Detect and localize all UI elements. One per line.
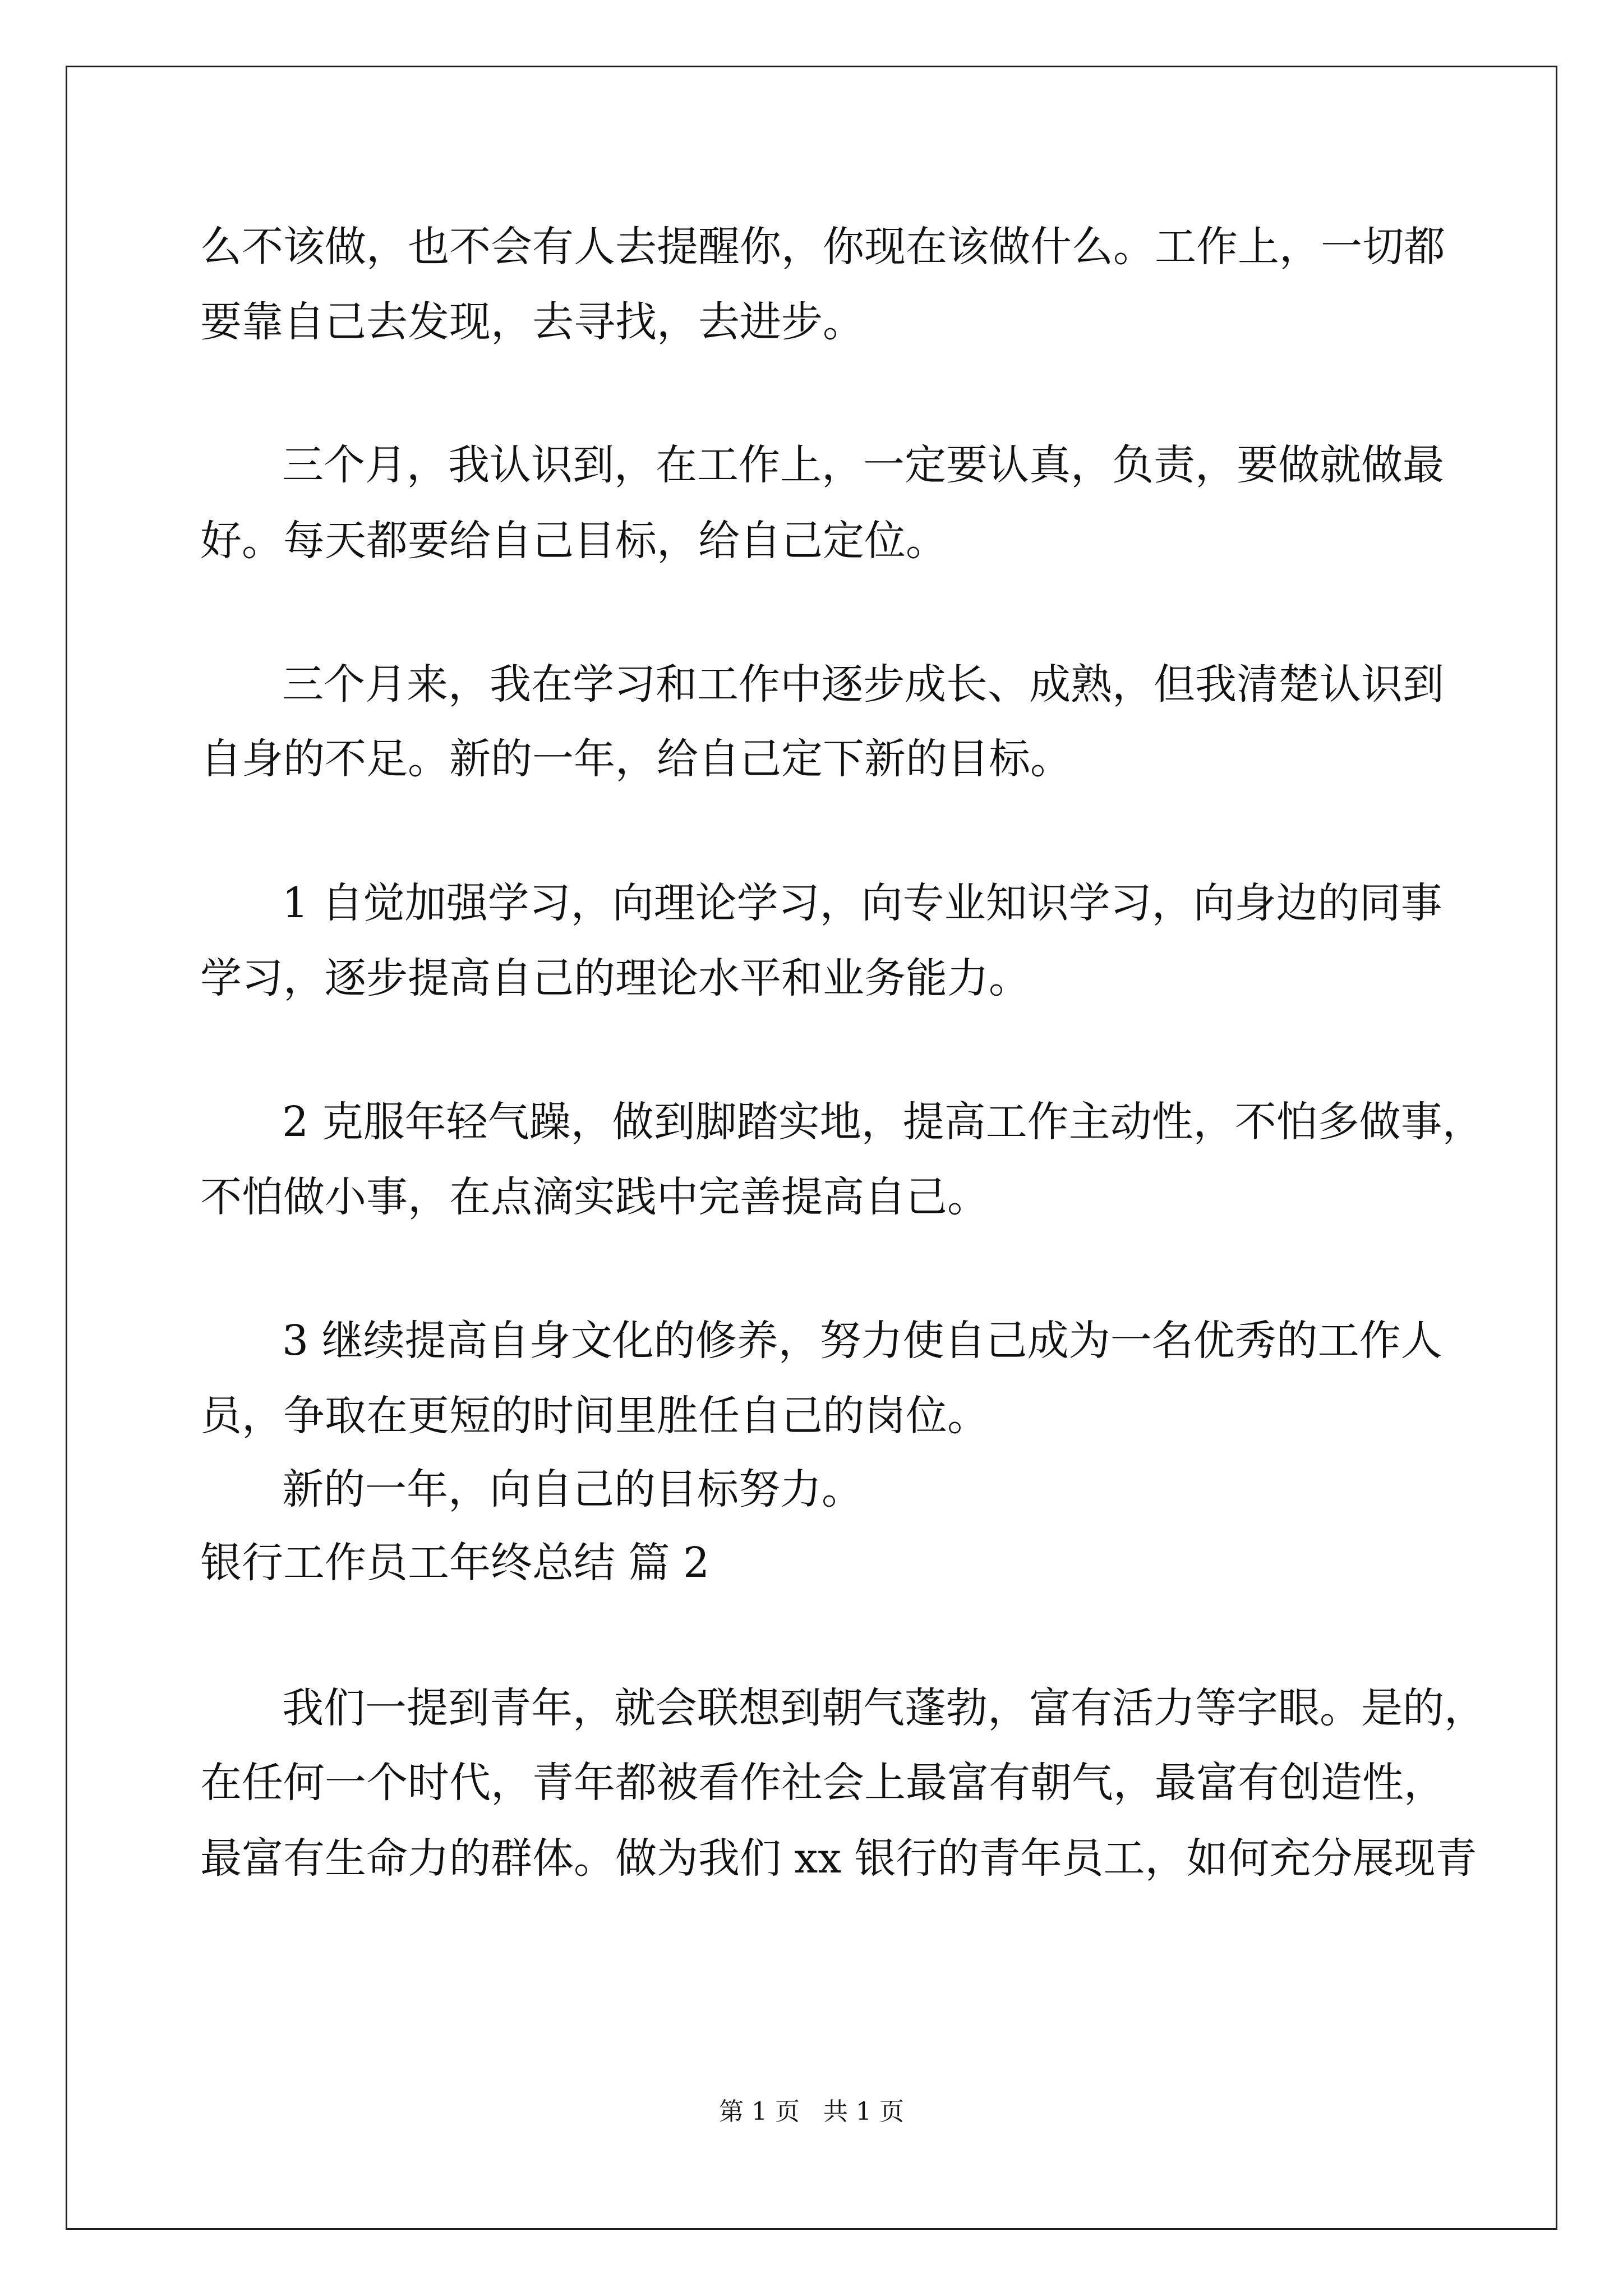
paragraph-line: 要靠自己去发现，去寻找，去进步。 — [200, 298, 864, 346]
paragraph-line: 自身的不足。新的一年，给自己定下新的目标。 — [200, 735, 1072, 783]
section-heading: 银行工作员工年终总结 篇 2 — [200, 1539, 710, 1587]
paragraph-line: 1 自觉加强学习，向理论学习，向专业知识学习，向身边的同事 — [282, 879, 1442, 927]
paragraph-line: 学习，逐步提高自己的理论水平和业务能力。 — [200, 954, 1030, 1002]
paragraph-line: 三个月，我认识到，在工作上，一定要认真，负责，要做就做最 — [282, 441, 1444, 489]
paragraph-line: 在任何一个时代，青年都被看作社会上最富有朝气，最富有创造性， — [200, 1759, 1445, 1807]
paragraph-line: 2 克服年轻气躁，做到脚踏实地，提高工作主动性，不怕多做事， — [282, 1098, 1484, 1146]
paragraph-line: 最富有生命力的群体。做为我们 xx 银行的青年员工，如何充分展现青 — [200, 1834, 1477, 1883]
paragraph-line: 3 继续提高自身文化的修养，努力使自己成为一名优秀的工作人 — [282, 1317, 1442, 1365]
paragraph-line: 么不该做，也不会有人去提醒你，你现在该做什么。工作上，一切都 — [200, 223, 1445, 271]
page-footer: 第 1 页 共 1 页 — [719, 2097, 904, 2126]
paragraph-line: 不怕做小事，在点滴实践中完善提高自己。 — [200, 1173, 989, 1221]
paragraph-line: 新的一年，向自己的目标努力。 — [282, 1465, 863, 1513]
paragraph-line: 好。每天都要给自己目标，给自己定位。 — [200, 517, 947, 565]
paragraph-line: 三个月来，我在学习和工作中逐步成长、成熟，但我清楚认识到 — [282, 660, 1444, 708]
paragraph-line: 员，争取在更短的时间里胜任自己的岗位。 — [200, 1392, 989, 1440]
paragraph-line: 我们一提到青年，就会联想到朝气蓬勃，富有活力等字眼。是的， — [282, 1684, 1486, 1732]
